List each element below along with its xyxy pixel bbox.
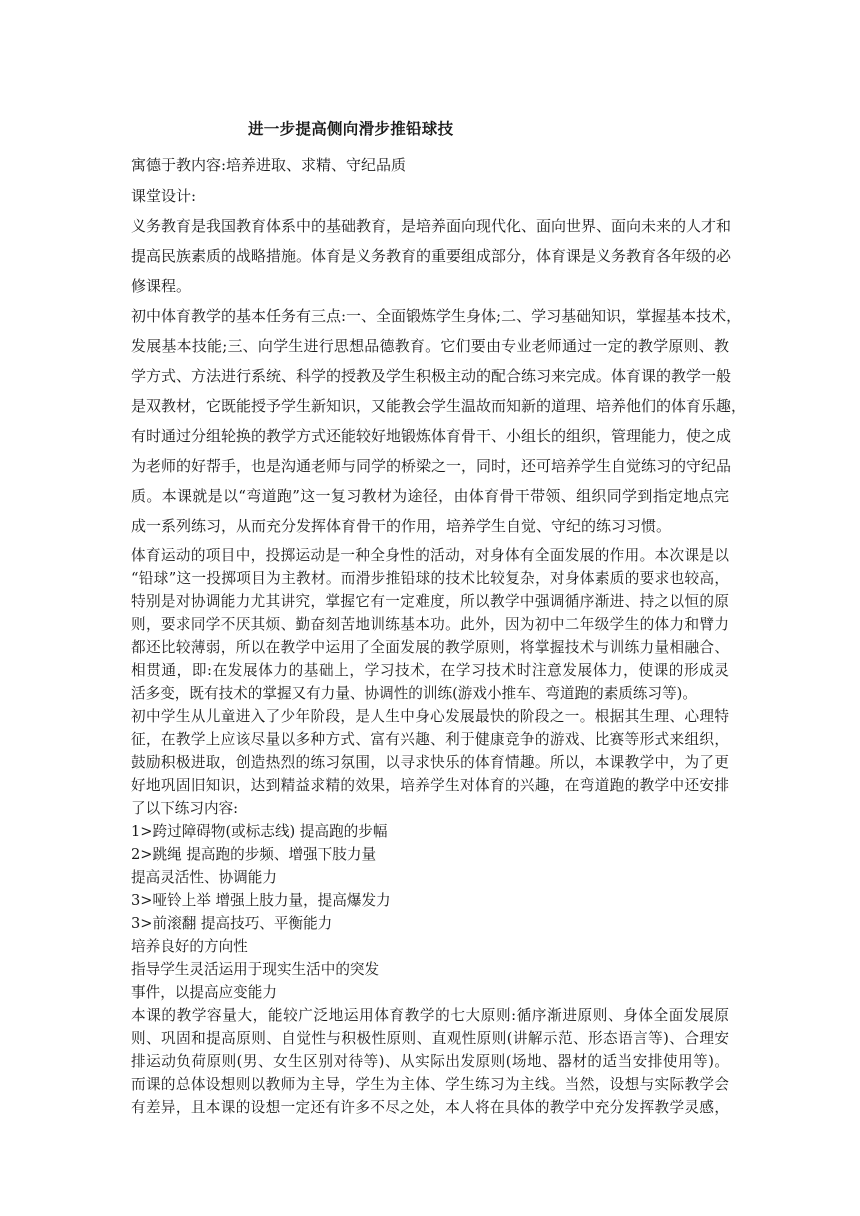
paragraph-5-line: 则、巩固和提高原则、自觉性与积极性原则、直观性原则(讲解示范、形态语言等)、合理安 bbox=[131, 1030, 729, 1047]
paragraph-4-line: 征，在教学上应该尽量以多种方式、富有兴趣、利于健康竞争的游戏、比赛等形式来组织， bbox=[131, 731, 729, 748]
paragraph-2-line: 发展基本技能;三、向学生进行思想品德教育。它们要由专业老师通过一定的教学原则、教 bbox=[131, 337, 729, 355]
paragraph-5-line: 本课的教学容量大，能较广泛地运用体育教学的七大原则:循序渐进原则、身体全面发展原 bbox=[131, 1007, 729, 1024]
paragraph-2-line: 学方式、方法进行系统、科学的授教及学生积极主动的配合练习来完成。体育课的教学一般 bbox=[131, 367, 732, 385]
paragraph-2-line: 质。本课就是以“弯道跑”这一复习教材为途径，由体育骨干带领、组织同学到指定地点完 bbox=[131, 487, 729, 505]
exercise-item: 3>前滚翻 提高技巧、平衡能力 bbox=[131, 915, 333, 932]
moral-education-line: 寓德于教内容:培养进取、求精、守纪品质 bbox=[131, 156, 407, 174]
paragraph-3-line: 体育运动的项目中，投掷运动是一种全身性的活动，对身体有全面发展的作用。本次课是以 bbox=[131, 547, 729, 564]
paragraph-5-line: 而课的总体设想则以教师为主导，学生为主体、学生练习为主线。当然，设想与实际教学会 bbox=[131, 1076, 729, 1093]
exercise-item: 1>跨过障碍物(或标志线) 提高跑的步幅 bbox=[131, 823, 388, 840]
paragraph-2-line: 成一系列练习，从而充分发挥体育骨干的作用，培养学生自觉、守纪的练习习惯。 bbox=[131, 517, 672, 535]
paragraph-3-line: 则，要求同学不厌其烦、勤奋刻苦地训练基本功。此外，因为初中二年级学生的体力和臂力 bbox=[131, 616, 729, 633]
paragraph-5-line: 有差异，且本课的设想一定还有许多不尽之处，本人将在具体的教学中充分发挥教学灵感， bbox=[131, 1099, 729, 1116]
document-title: 进一步提高侧向滑步推铅球技 bbox=[248, 119, 454, 138]
exercise-item: 指导学生灵活运用于现实生活中的突发 bbox=[131, 961, 380, 978]
paragraph-3-line: 相贯通，即:在发展体力的基础上，学习技术，在学习技术时注意发展体力，使课的形成灵 bbox=[131, 662, 729, 679]
paragraph-2-line: 为老师的好帮手，也是沟通老师与同学的桥梁之一，同时，还可培养学生自觉练习的守纪品 bbox=[131, 457, 732, 475]
paragraph-4-line: 鼓励积极进取，创造热烈的练习氛围，以寻求快乐的体育情趣。所以，本课教学中，为了更 bbox=[131, 754, 729, 771]
paragraph-4-line: 了以下练习内容: bbox=[131, 800, 239, 817]
lesson-design-heading: 课堂设计: bbox=[131, 187, 197, 205]
paragraph-3-line: 特别是对协调能力尤其讲究，掌握它有一定难度，所以教学中强调循序渐进、持之以恒的原 bbox=[131, 593, 729, 610]
paragraph-3-line: “铅球”这一投掷项目为主教材。而滑步推铅球的技术比较复杂，对身体素质的要求也较高， bbox=[131, 570, 729, 587]
paragraph-2-line: 是双教材，它既能授予学生新知识，又能教会学生温故而知新的道理、培养他们的体育乐趣， bbox=[131, 397, 747, 415]
paragraph-3-line: 活多变，既有技术的掌握又有力量、协调性的训练(游戏小推车、弯道跑的素质练习等)。 bbox=[131, 685, 697, 702]
paragraph-3-line: 都还比较薄弱，所以在教学中运用了全面发展的教学原则，将掌握技术与训练力量相融合、 bbox=[131, 639, 729, 656]
paragraph-1-line: 修课程。 bbox=[131, 277, 192, 295]
paragraph-1-line: 提高民族素质的战略措施。体育是义务教育的重要组成部分，体育课是义务教育各年级的必 bbox=[131, 247, 732, 265]
paragraph-5-line: 排运动负荷原则(男、女生区别对待等)、从实际出发原则(场地、器材的适当安排使用等)。 bbox=[131, 1053, 729, 1070]
paragraph-4-line: 初中学生从儿童进入了少年阶段，是人生中身心发展最快的阶段之一。根据其生理、心理特 bbox=[131, 708, 729, 725]
exercise-item: 事件，以提高应变能力 bbox=[131, 984, 277, 1001]
paragraph-4-line: 好地巩固旧知识，达到精益求精的效果，培养学生对体育的兴趣，在弯道跑的教学中还安排 bbox=[131, 777, 729, 794]
paragraph-2-line: 初中体育教学的基本任务有三点:一、全面锻炼学生身体;二、学习基础知识，掌握基本技术， bbox=[131, 307, 742, 325]
exercise-item: 3>哑铃上举 增强上肢力量，提高爆发力 bbox=[131, 892, 391, 909]
exercise-item: 2>跳绳 提高跑的步频、增强下肢力量 bbox=[131, 846, 377, 863]
paragraph-1-line: 义务教育是我国教育体系中的基础教育，是培养面向现代化、面向世界、面向未来的人才和 bbox=[131, 217, 732, 235]
exercise-item: 提高灵活性、协调能力 bbox=[131, 869, 277, 886]
exercise-item: 培养良好的方向性 bbox=[131, 938, 248, 955]
paragraph-2-line: 有时通过分组轮换的教学方式还能较好地锻炼体育骨干、小组长的组织，管理能力，使之成 bbox=[131, 427, 732, 445]
